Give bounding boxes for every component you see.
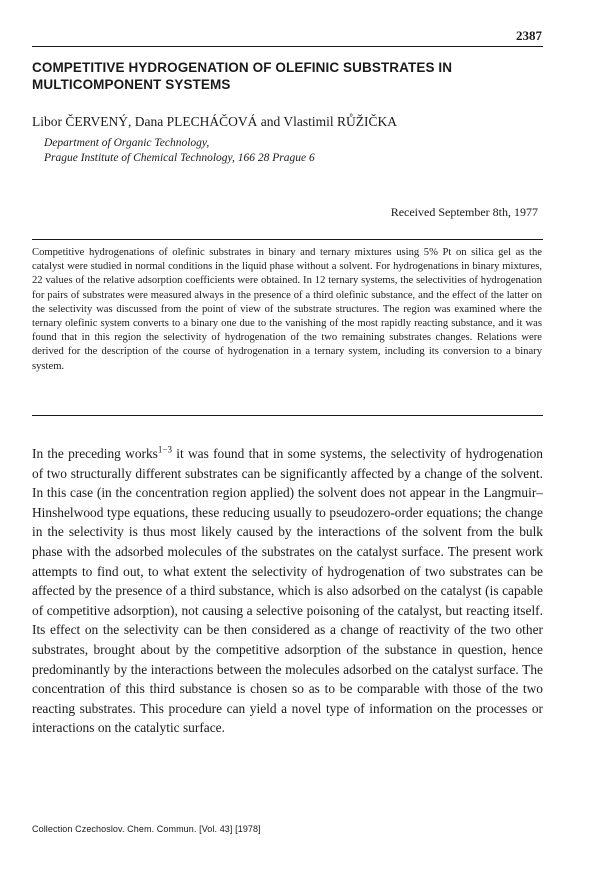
article-authors: Libor ČERVENÝ, Dana PLECHÁČOVÁ and Vlastimil RŮŽIČKA xyxy=(32,114,398,129)
page-number: 2387 xyxy=(516,28,542,43)
received-date: Received September 8th, 1977 xyxy=(390,205,538,219)
header-rule xyxy=(32,46,543,47)
abstract-bottom-rule xyxy=(32,415,543,416)
affiliation-institute: Prague Institute of Chemical Technology, 166 28 Prague 6 xyxy=(44,152,315,164)
abstract-top-rule xyxy=(32,239,543,240)
article-title: COMPETITIVE HYDROGENATION OF OLEFINIC SUBSTRATES IN MULTICOMPONENT SYSTEMS xyxy=(32,60,453,92)
body-intro: In the preceding works xyxy=(32,446,158,461)
affiliation-department: Department of Organic Technology, xyxy=(44,137,210,149)
body-paragraph xyxy=(32,444,543,738)
reference-superscript: 1−3 xyxy=(157,444,172,455)
author-affiliation xyxy=(44,136,315,166)
journal-footer: Collection Czechoslov. Chem. Commun. [Vol. 43] [1978] xyxy=(32,824,261,834)
abstract-text: Competitive hydrogenations of olefinic substrates in binary and ternary mixtures using 5% Pt on silica gel as the catalyst were studied in normal conditions in the liquid phase without a solvent. For hydrogenations in binary mixtures, 22 values of the relative adsorption coefficients were obtained. In 12 ternary systems, the selectivities of hydrogenation for pairs of substrates were measured always in the presence of a third olefinic substance, and the effect of the latter on the selectivity was discussed from the point of view of the substrate structures. The region was examined where the ternary olefinic system converts to a binary one due to the vanishing of the most rapidly reacting substance, and it was found that in this region the selectivity of hydrogenation of the two remaining substrates changes. Relations were derived for the description of the course of hydrogenation in a ternary system, including its conversion to a binary system. xyxy=(32,247,542,372)
body-rest: it was found that in some systems, the selectivity of hydrogenation of two structurally different substrates can be significantly affected by a change of the solvent. In this case (in the concentration region applied) the solvent does not appear in the Langmuir–Hinshelwood type equations, these reducing usually to pseudozero-order equations; the change in the selectivity is thus most likely caused by the interactions of the solvent from the bulk phase with the adsorbed molecules of the substrates on the catalyst surface. The present work attempts to find out, to what extent the selectivity of hydrogenation of two substrates can be affected by the presence of a third substance, which is also adsorbed on the catalyst (is capable of competitive adsorption), not causing a selective poisoning of the catalyst, but reacting itself. Its effect on the selectivity can be then considered as a change of reactivity of the two other substrates, brought about by the competitive adsorption of the substance in question, hence predominantly by the interactions between the molecules adsorbed on the catalyst surface. The concentration of this third substance is chosen so as to be comparable with those of the two reacting substrates. This procedure can yield a novel type of information on the processes or interactions on the catalytic surface. xyxy=(32,446,543,736)
